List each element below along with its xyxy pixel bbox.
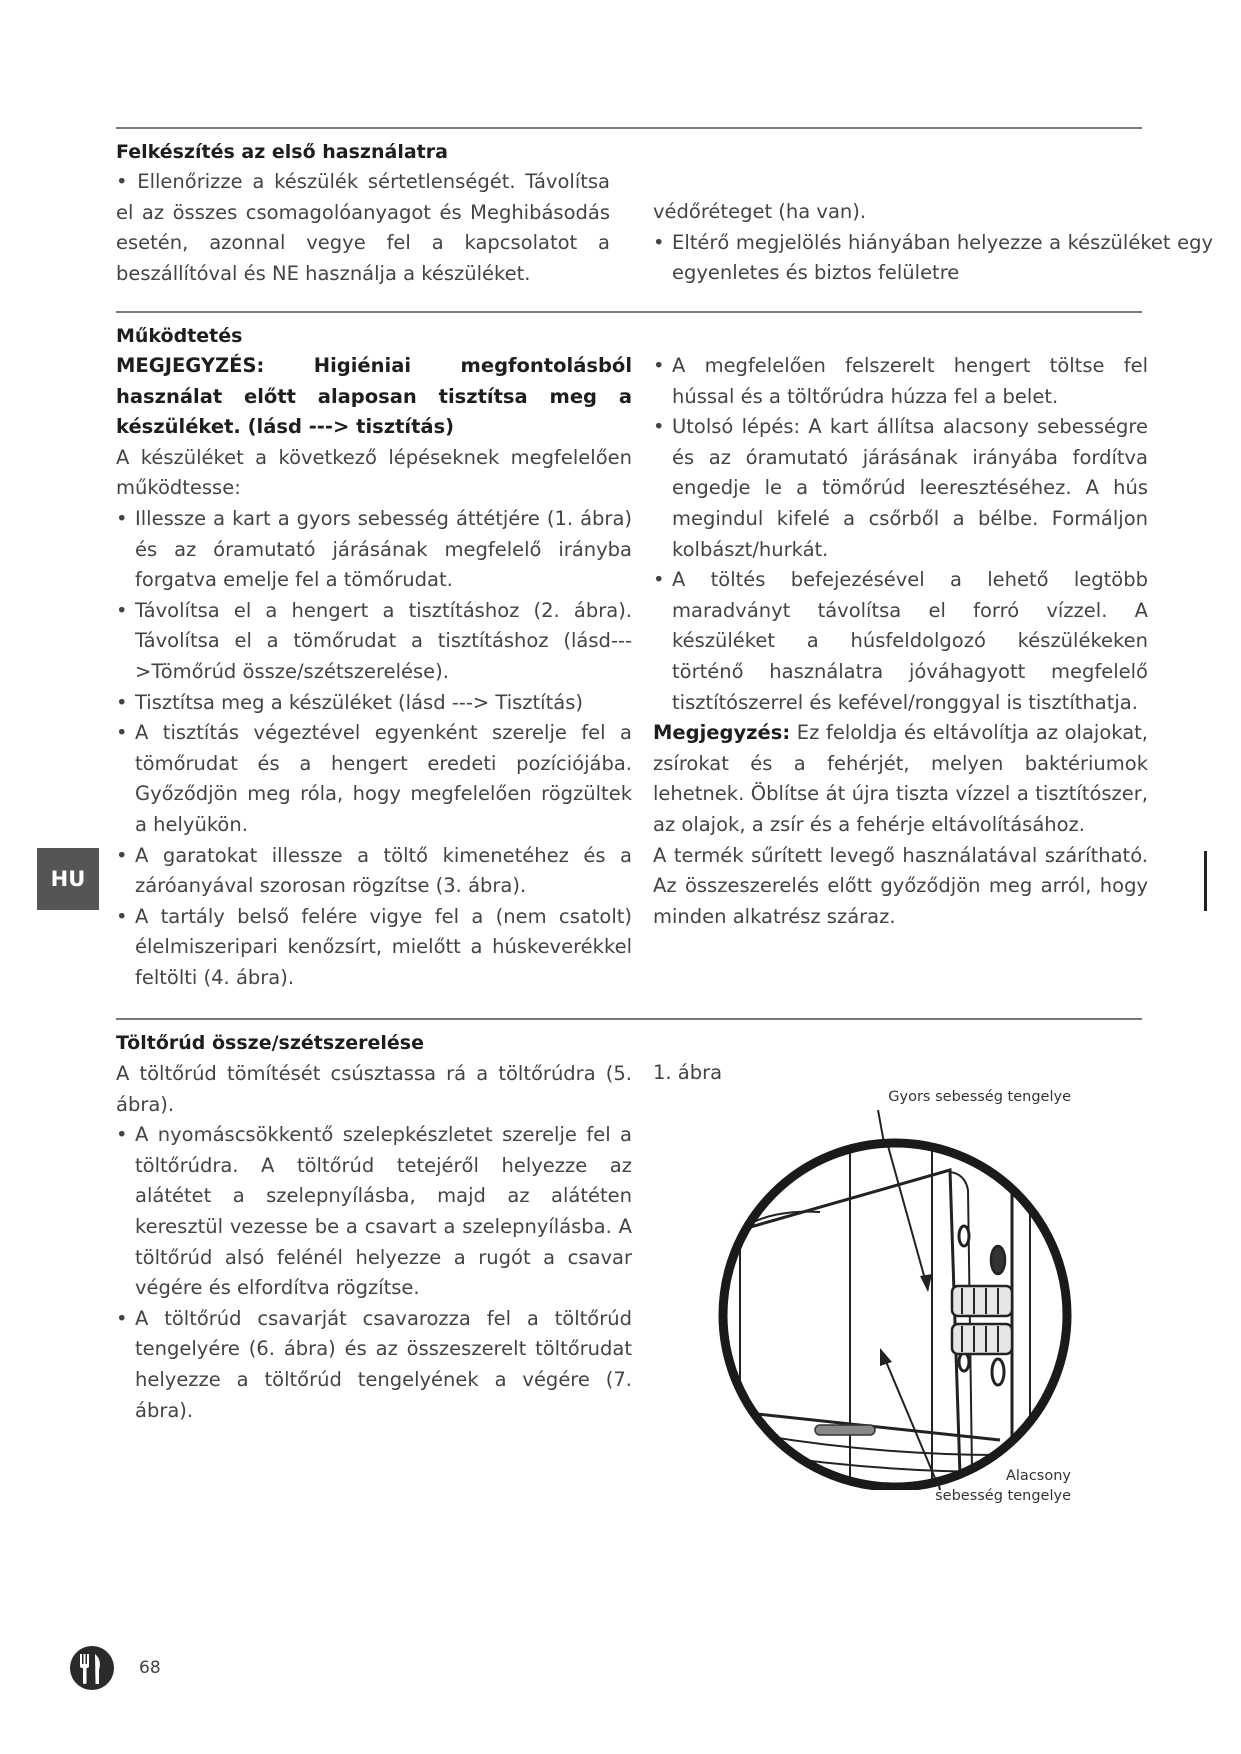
figure-title: 1. ábra — [653, 1061, 723, 1084]
list-item: • Utolsó lépés: A kart állítsa alacsony sebességre és az óramutató járásának irányába fordítva engedje le a tömőrúd leeresztéséhez. A hús megindul kifelé a csőrből a bélbe. Formáljon kolbászt/hurkát. — [653, 412, 1148, 565]
assembly-intro: A töltőrúd tömítését csúsztassa rá a töltőrúdra (5. ábra). — [116, 1062, 632, 1116]
list-item: • A töltőrúd csavarját csavarozza fel a töltőrúd tengelyére (6. ábra) és az összeszerelt töltőrudat helyezze a töltőrúd tengelyének a végére (7. ábra). — [116, 1304, 632, 1426]
assembly-left-column — [116, 1059, 632, 1426]
operation-intro: A készüléket a következő lépéseknek megfelelően működtesse: — [116, 445, 632, 500]
cleaning-note — [653, 718, 1148, 840]
list-item: • Illessze a kart a gyors sebesség áttétjére (1. ábra) és az óramutató járásának megfelelő irányba forgatva emelje fel a tömőrudat. — [116, 504, 632, 596]
prep-right-text: védőréteget (ha van). • Eltérő megjelölés hiányában helyezze a készüléket egy egyenletes és biztos felületre — [653, 197, 1213, 289]
list-item: • A tartály belső felére vigye fel a (nem csatolt) élelmiszeripari kenőzsírt, mielőtt a húskeverékkel feltölti (4. ábra). — [116, 902, 632, 994]
rule-assembly — [116, 1018, 1142, 1020]
heading-assembly: Töltőrúd össze/szétszerelése — [116, 1032, 424, 1054]
cutlery-logo-icon — [68, 1644, 116, 1692]
operation-right-column — [653, 351, 1148, 932]
prep-left-text: • Ellenőrizze a készülék sértetlenségét. Távolítsa el az összes csomagolóanyagot és Meghibásodás esetén, azonnal vegye fel a kapcsolatot a beszállítóval és NE használja a készüléket. — [116, 170, 610, 285]
operation-left-column — [116, 351, 632, 993]
list-item: • A nyomáscsökkentő szelepkészletet szerelje fel a töltőrúdra. A töltőrúd tetejéről helyezze az alátétet a szelepnyílásba, majd az alátéten keresztül vezesse be a csavart a szelepnyílásba. A töltőrúd alsó felénél helyezze a rugót a csavar végére és elfordítva rögzítse. — [116, 1120, 632, 1304]
heading-operation: Működtetés — [116, 325, 243, 347]
label-high-speed-axle: Gyors sebesség tengelye — [888, 1089, 1071, 1105]
hygiene-note: MEGJEGYZÉS: Higiéniai megfontolásból használat előtt alaposan tisztítsa meg a készüléket. (lásd ---> tisztítás) — [116, 354, 632, 439]
page-number: 68 — [139, 1658, 161, 1678]
list-item: • Távolítsa el a hengert a tisztításhoz (2. ábra). Távolítsa el a tömőrudat a tisztításhoz (lásd--->Tömőrúd össze/szétszerelése). — [116, 596, 632, 688]
language-tab: HU — [37, 848, 99, 910]
heading-preparation: Felkészítés az első használatra — [116, 141, 448, 163]
note-label: Megjegyzés: — [653, 721, 791, 745]
list-item: • A megfelelően felszerelt hengert töltse fel hússal és a töltőrúdra húzza fel a belet. — [653, 351, 1148, 412]
list-item: • A tisztítás végeztével egyenként szerelje fel a tömőrudat és a hengert eredeti pozíciójába. Győződjön meg róla, hogy megfelelően rögzültek a helyükön. — [116, 718, 632, 840]
drying-text: A termék sűrített levegő használatával szárítható. Az összeszerelés előtt győződjön meg arról, hogy minden alkatrész száraz. — [653, 843, 1148, 928]
list-item: • A töltés befejezésével a lehető legtöbb maradványt távolítsa el forró vízzel. A készüléket a húsfeldolgozó készülékeken történő használatra jóváhagyott megfelelő tisztítószerrel és kefével/ronggyal is tisztíthatja. — [653, 565, 1148, 718]
list-item: • A garatokat illessze a töltő kimenetéhez és a záróanyával szorosan rögzítse (3. ábra). — [116, 841, 632, 902]
prep-right-bullet: • Eltérő megjelölés hiányában helyezze a készüléket egy egyenletes és biztos felületre — [653, 228, 1213, 289]
figure-1-illustration — [700, 1110, 1120, 1490]
label-low-speed-axle: Alacsony sebesség tengelye — [935, 1468, 1071, 1504]
top-rule — [116, 127, 1142, 129]
note-text: Ez feloldja és eltávolítja az olajokat, zsírokat és a fehérjét, melyen baktériumok lehetnek. Öblítse át újra tiszta vízzel a tisztítószer, az olajok, a zsír és a fehérje eltávolításához. — [653, 721, 1148, 836]
margin-marker — [1204, 851, 1207, 911]
list-item: • Tisztítsa meg a készüléket (lásd ---> Tisztítás) — [116, 688, 632, 719]
rule-operation — [116, 311, 1142, 313]
